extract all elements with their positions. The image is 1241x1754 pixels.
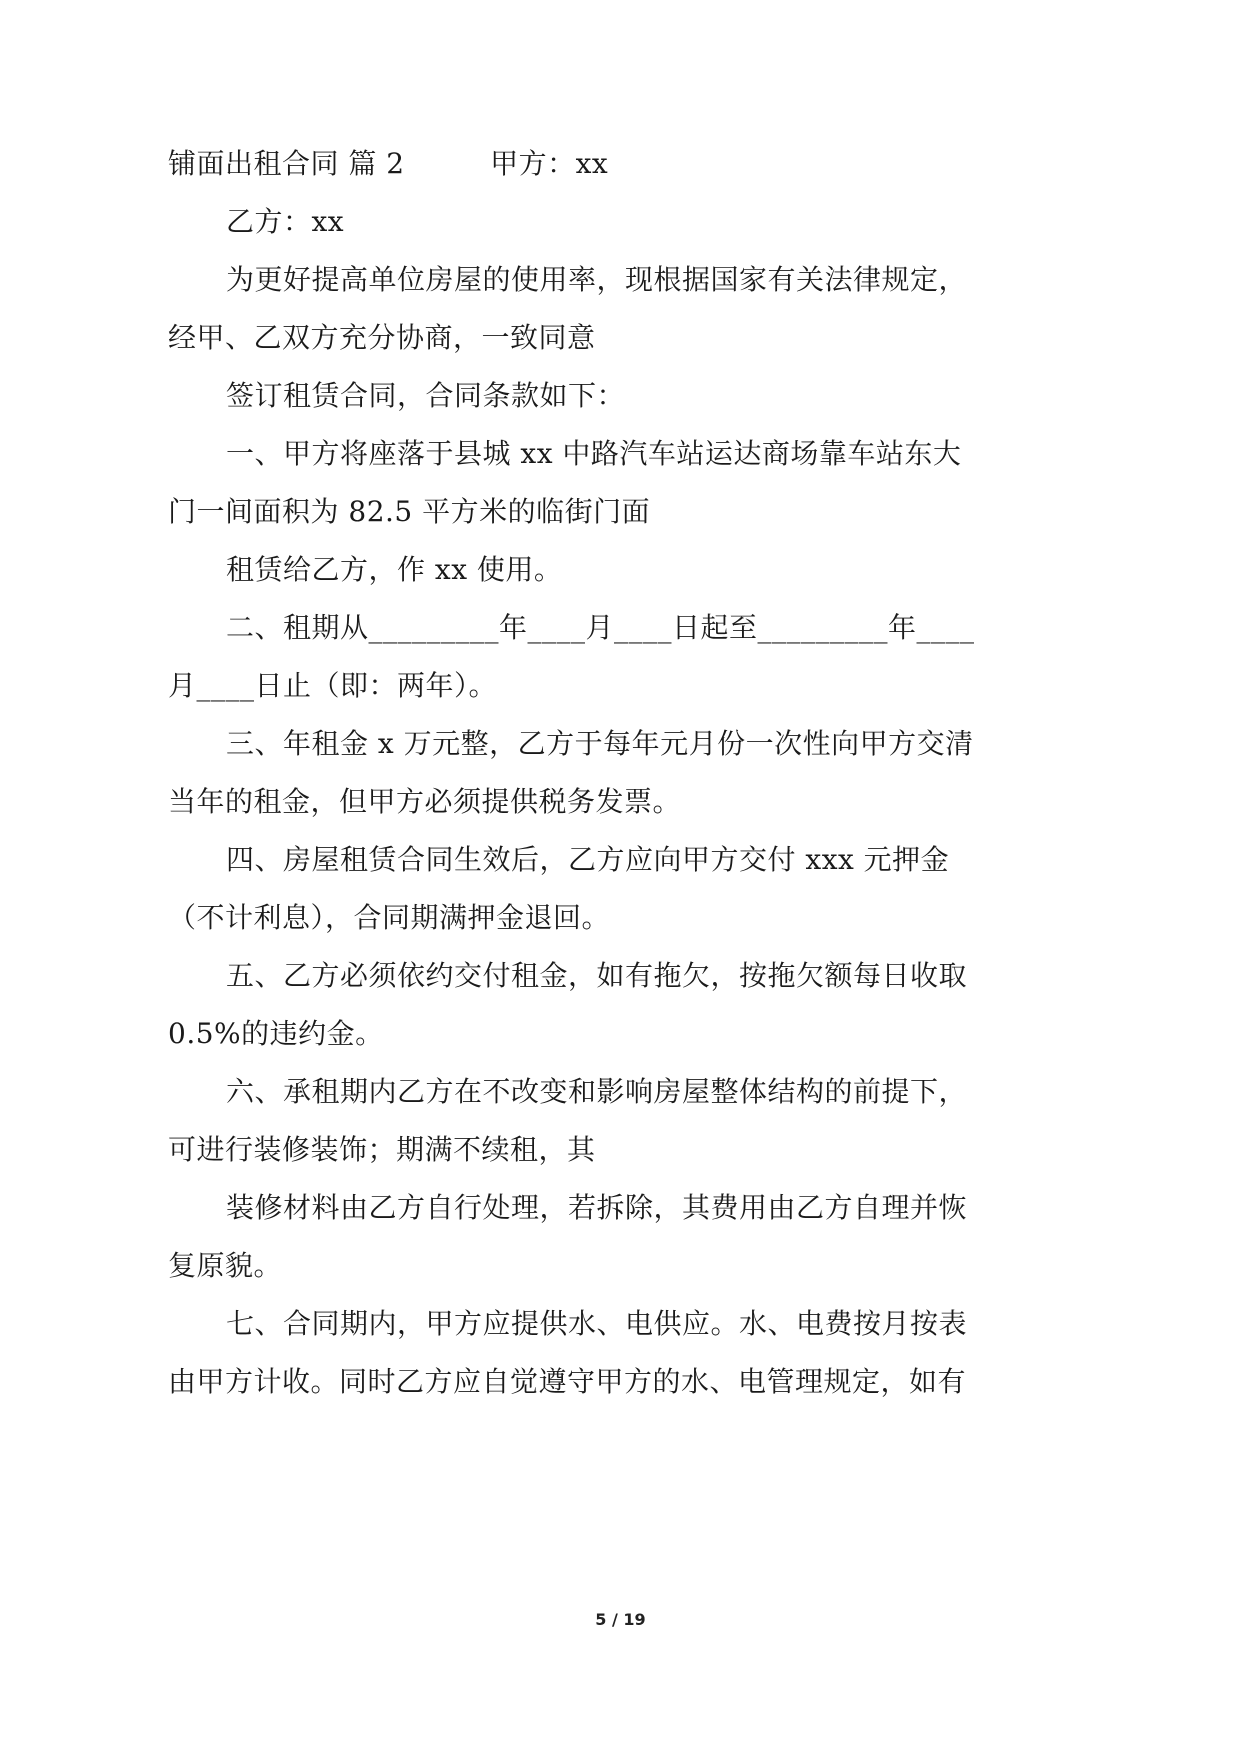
clause-4-line: （不计利息），合同期满押金退回。 [168, 901, 611, 934]
paragraph-line: 为更好提高单位房屋的使用率，现根据国家有关法律规定， [226, 263, 968, 296]
clause-1-line: 门一间面积为 82.5 平方米的临街门面 [168, 495, 651, 528]
clause-1-line: 一、甲方将座落于县城 xx 中路汽车站运达商场靠车站东大 [226, 437, 962, 470]
party-b-line: 乙方：xx [226, 205, 345, 238]
clause-5-line: 0.5%的违约金。 [168, 1017, 384, 1050]
clause-6-line: 可进行装修装饰；期满不续租，其 [168, 1133, 596, 1166]
clause-2-line: 月____日止（即：两年）。 [168, 669, 498, 702]
paragraph-line: 经甲、乙双方充分协商，一致同意 [168, 321, 596, 354]
clause-7-line: 七、合同期内，甲方应提供水、电供应。水、电费按月按表 [226, 1307, 968, 1340]
clause-2-line: 二、租期从_________年____月____日起至_________年____ [226, 611, 975, 644]
clause-1-line: 租赁给乙方，作 xx 使用。 [226, 553, 563, 586]
clause-3-line: 三、年租金 x 万元整，乙方于每年元月份一次性向甲方交清 [226, 727, 974, 760]
clause-4-line: 四、房屋租赁合同生效后，乙方应向甲方交付 xxx 元押金 [226, 843, 950, 876]
clause-6-line: 复原貌。 [168, 1249, 283, 1282]
paragraph-line: 签订租赁合同，合同条款如下： [226, 379, 626, 412]
clause-5-line: 五、乙方必须依约交付租金，如有拖欠，按拖欠额每日收取 [226, 959, 968, 992]
clause-6-line: 装修材料由乙方自行处理，若拆除，其费用由乙方自理并恢 [226, 1191, 968, 1224]
title-line: 铺面出租合同 篇 2 甲方：xx [168, 147, 609, 180]
clause-6-line: 六、承租期内乙方在不改变和影响房屋整体结构的前提下， [226, 1075, 968, 1108]
clause-3-line: 当年的租金，但甲方必须提供税务发票。 [168, 785, 682, 818]
clause-7-line: 由甲方计收。同时乙方应自觉遵守甲方的水、电管理规定，如有 [168, 1365, 967, 1398]
page-number: 5 / 19 [595, 1610, 646, 1629]
